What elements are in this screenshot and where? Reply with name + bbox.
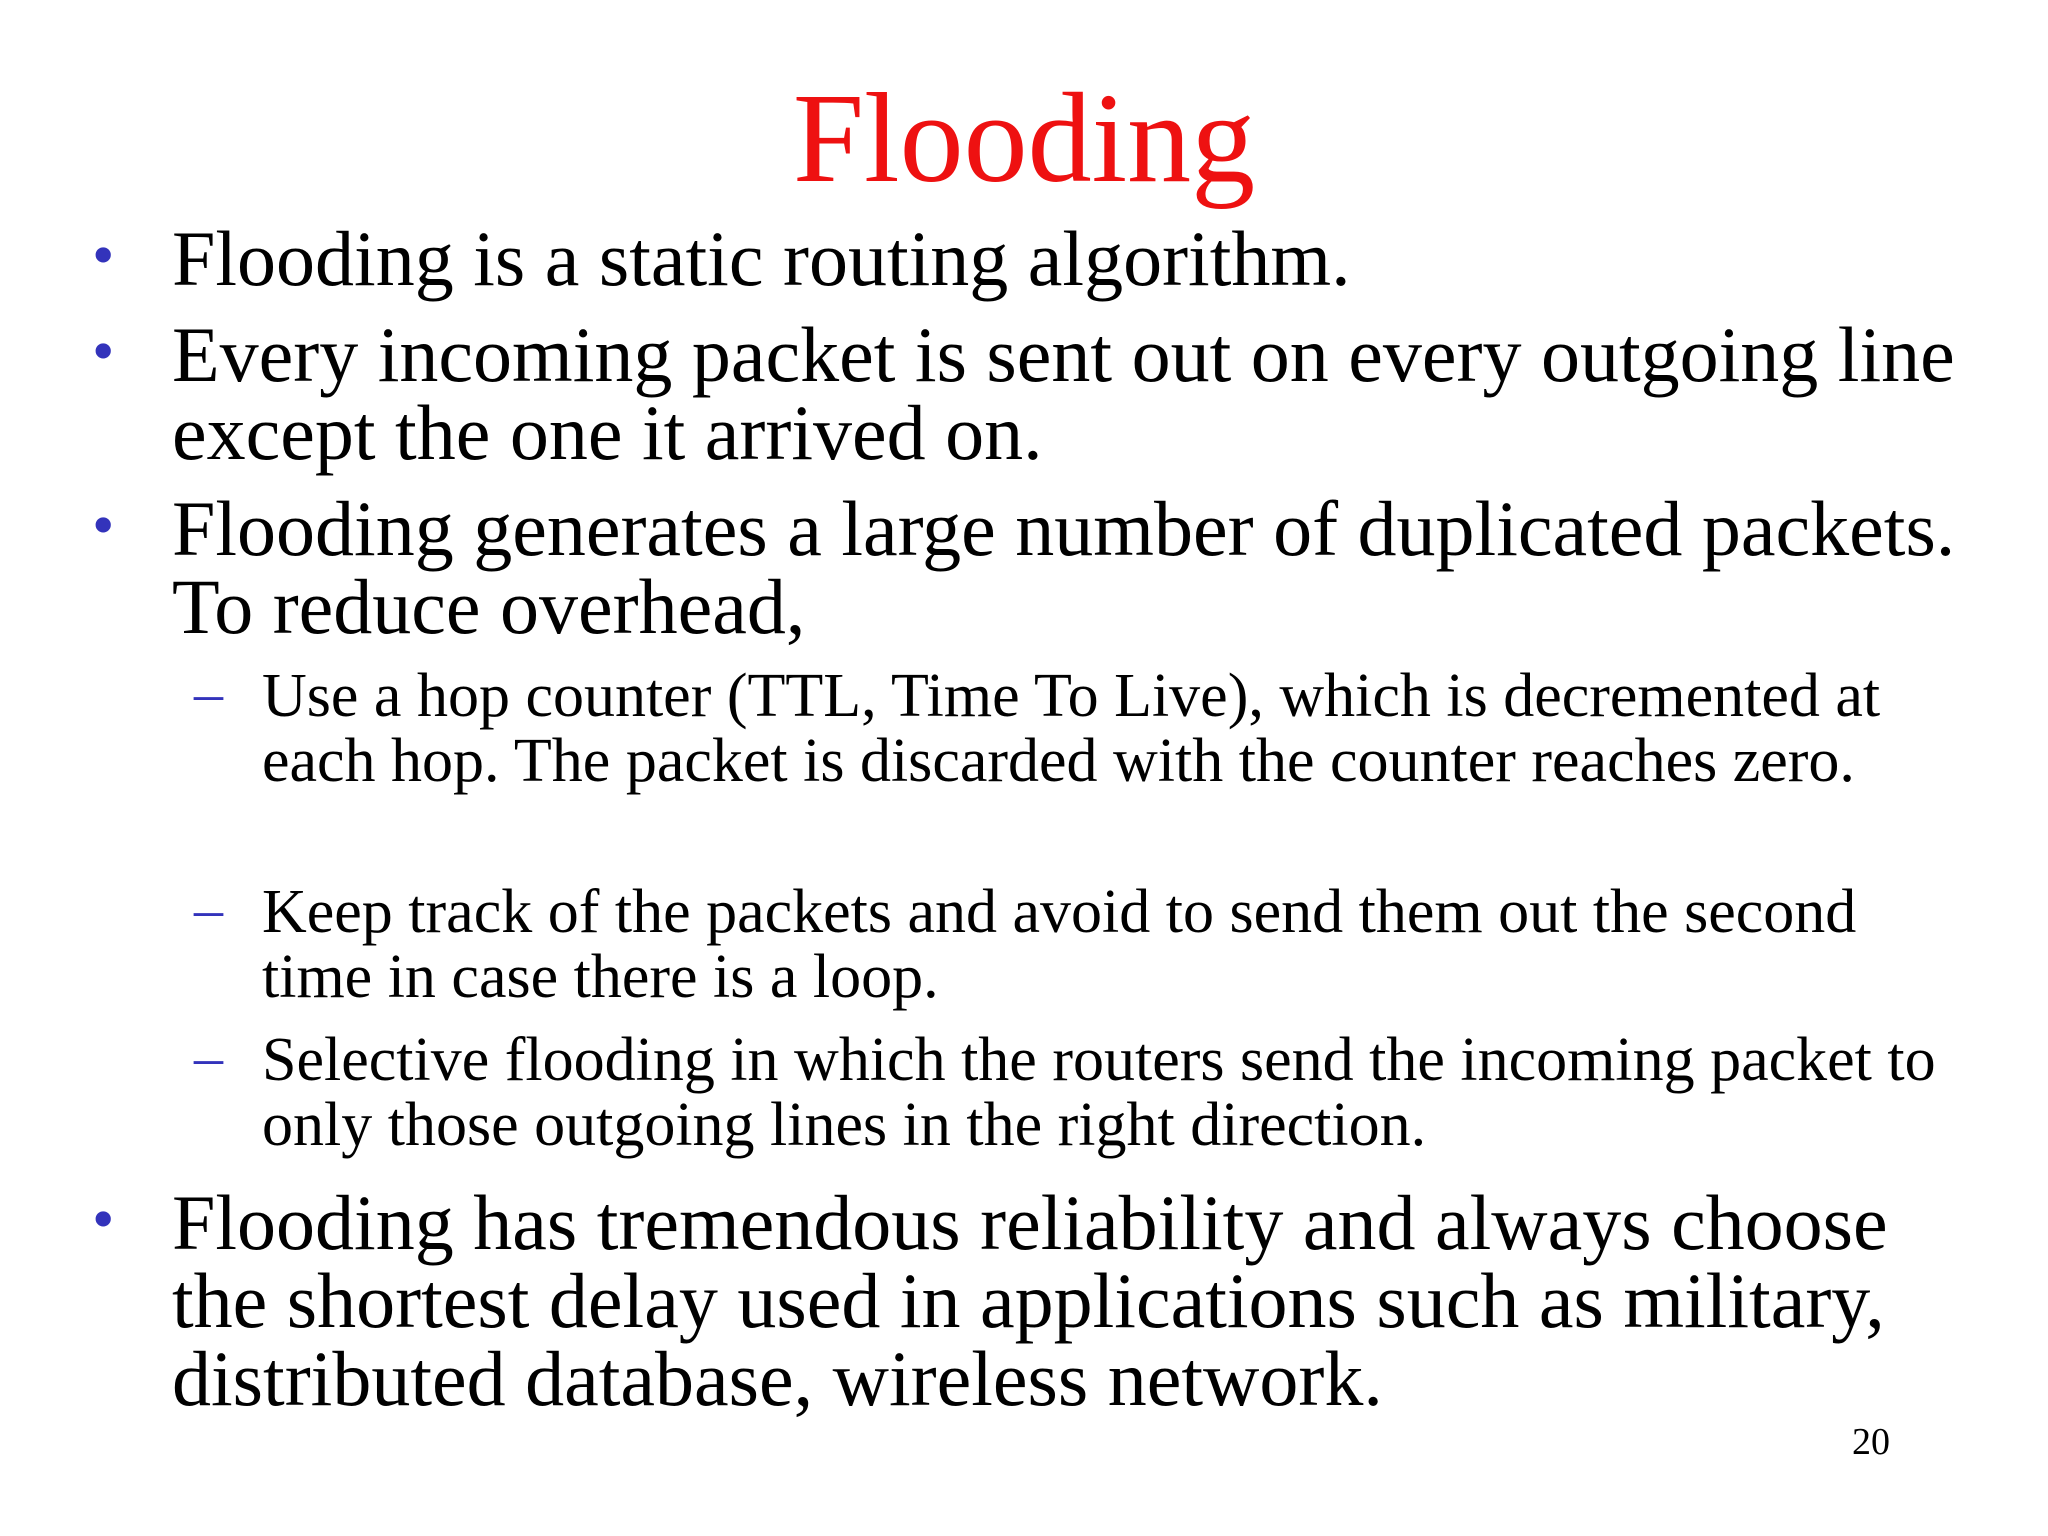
bullet-text: Flooding generates a large number of duplicated packets. To reduce overhead,	[172, 485, 1956, 650]
bullet-item	[92, 1179, 1972, 1422]
bullet-marker-icon: •	[92, 489, 115, 560]
bullet-text: Flooding is a static routing algorithm.	[172, 215, 1351, 302]
bullet-marker-icon: •	[92, 219, 115, 290]
sub-bullet-text: Use a hop counter (TTL, Time To Live), which is decremented at each hop. The packet is discarded with the counter reaches zero.	[262, 662, 1881, 795]
bullet-text: Flooding has tremendous reliability and always choose the shortest delay used in applications such as military, distributed database, wireless network.	[172, 1179, 1888, 1422]
sub-bullet-text: Selective flooding in which the routers send the incoming packet to only those outgoing lines in the right direction.	[262, 1026, 1936, 1159]
sub-bullet-item	[194, 1024, 1962, 1159]
bullet-item	[92, 485, 1972, 650]
slide-title: Flooding	[792, 67, 1256, 209]
dash-marker-icon: –	[194, 876, 223, 941]
bullet-item	[92, 215, 1972, 302]
dash-marker-icon: –	[194, 1024, 223, 1089]
dash-marker-icon: –	[194, 660, 223, 725]
bullet-marker-icon: •	[92, 315, 115, 386]
sub-bullet-text: Keep track of the packets and avoid to send them out the second time in case there is a loop.	[262, 878, 1857, 1011]
sub-bullet-item	[194, 876, 1962, 1011]
bullet-item	[92, 311, 1972, 476]
sub-bullet-item	[194, 660, 1962, 795]
bullet-text: Every incoming packet is sent out on every outgoing line except the one it arrived on.	[172, 311, 1955, 476]
page-number: 20	[1852, 1421, 1890, 1463]
bullet-marker-icon: •	[92, 1183, 115, 1254]
